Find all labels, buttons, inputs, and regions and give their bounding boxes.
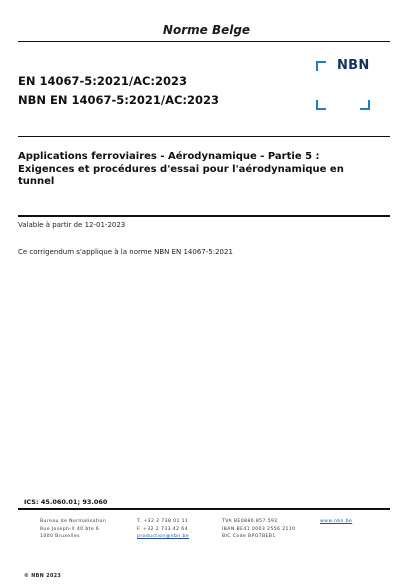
valid-from-text: Valable à partir de 12-01-2023	[18, 221, 126, 229]
iban-number: IBAN BE41 0003 2556 2110	[222, 526, 296, 532]
document-title: Applications ferroviaires - Aérodynamique - Partie 5 : Exigences et procédures d'essai pour l'aérodynamique en tunnel	[18, 151, 344, 187]
phone-number: T. +32 2 738 01 11	[137, 519, 189, 524]
bic-code: BIC Code BPOTBEB1	[222, 534, 276, 540]
standard-code-en: EN 14067-5:2021/AC:2023	[18, 74, 188, 88]
header-title: Norme Belge	[162, 23, 251, 37]
standard-codes	[18, 72, 219, 110]
title-top-divider	[18, 136, 390, 137]
footer-web	[320, 518, 352, 526]
footer-divider	[18, 508, 390, 510]
footer-address	[40, 518, 106, 541]
logo-corner-top-left	[316, 61, 326, 71]
ics-codes: ICS: 45.060.01; 93.060	[24, 498, 108, 506]
logo-corner-bottom-right	[360, 100, 370, 110]
email-link[interactable]: production@nbn.be	[137, 534, 190, 540]
corrigendum-note: Ce corrigendum s'applique à la norme NBN EN 14067-5:2021	[18, 248, 233, 256]
fax-number: F. +32 2 733 42 64	[137, 526, 188, 532]
logo-corner-bottom-left	[316, 100, 326, 110]
logo-text: NBN	[337, 58, 370, 73]
footer-bank	[222, 518, 296, 541]
title-bottom-divider	[18, 215, 390, 217]
nbn-logo	[316, 58, 370, 110]
address-line: 1000 Bruxelles	[40, 534, 80, 540]
address-line: Rue Joseph-II 40 bte 6	[40, 526, 100, 532]
website-link[interactable]: www.nbn.be	[320, 519, 353, 524]
header-divider	[18, 41, 390, 42]
address-line: Bureau de Normalisation	[40, 519, 107, 524]
standard-code-nbn: NBN EN 14067-5:2021/AC:2023	[18, 93, 220, 107]
vat-number: TVA BE0880.857.592	[222, 519, 278, 524]
copyright-text: © NBN 2023	[24, 574, 62, 579]
footer-contact	[137, 518, 189, 541]
